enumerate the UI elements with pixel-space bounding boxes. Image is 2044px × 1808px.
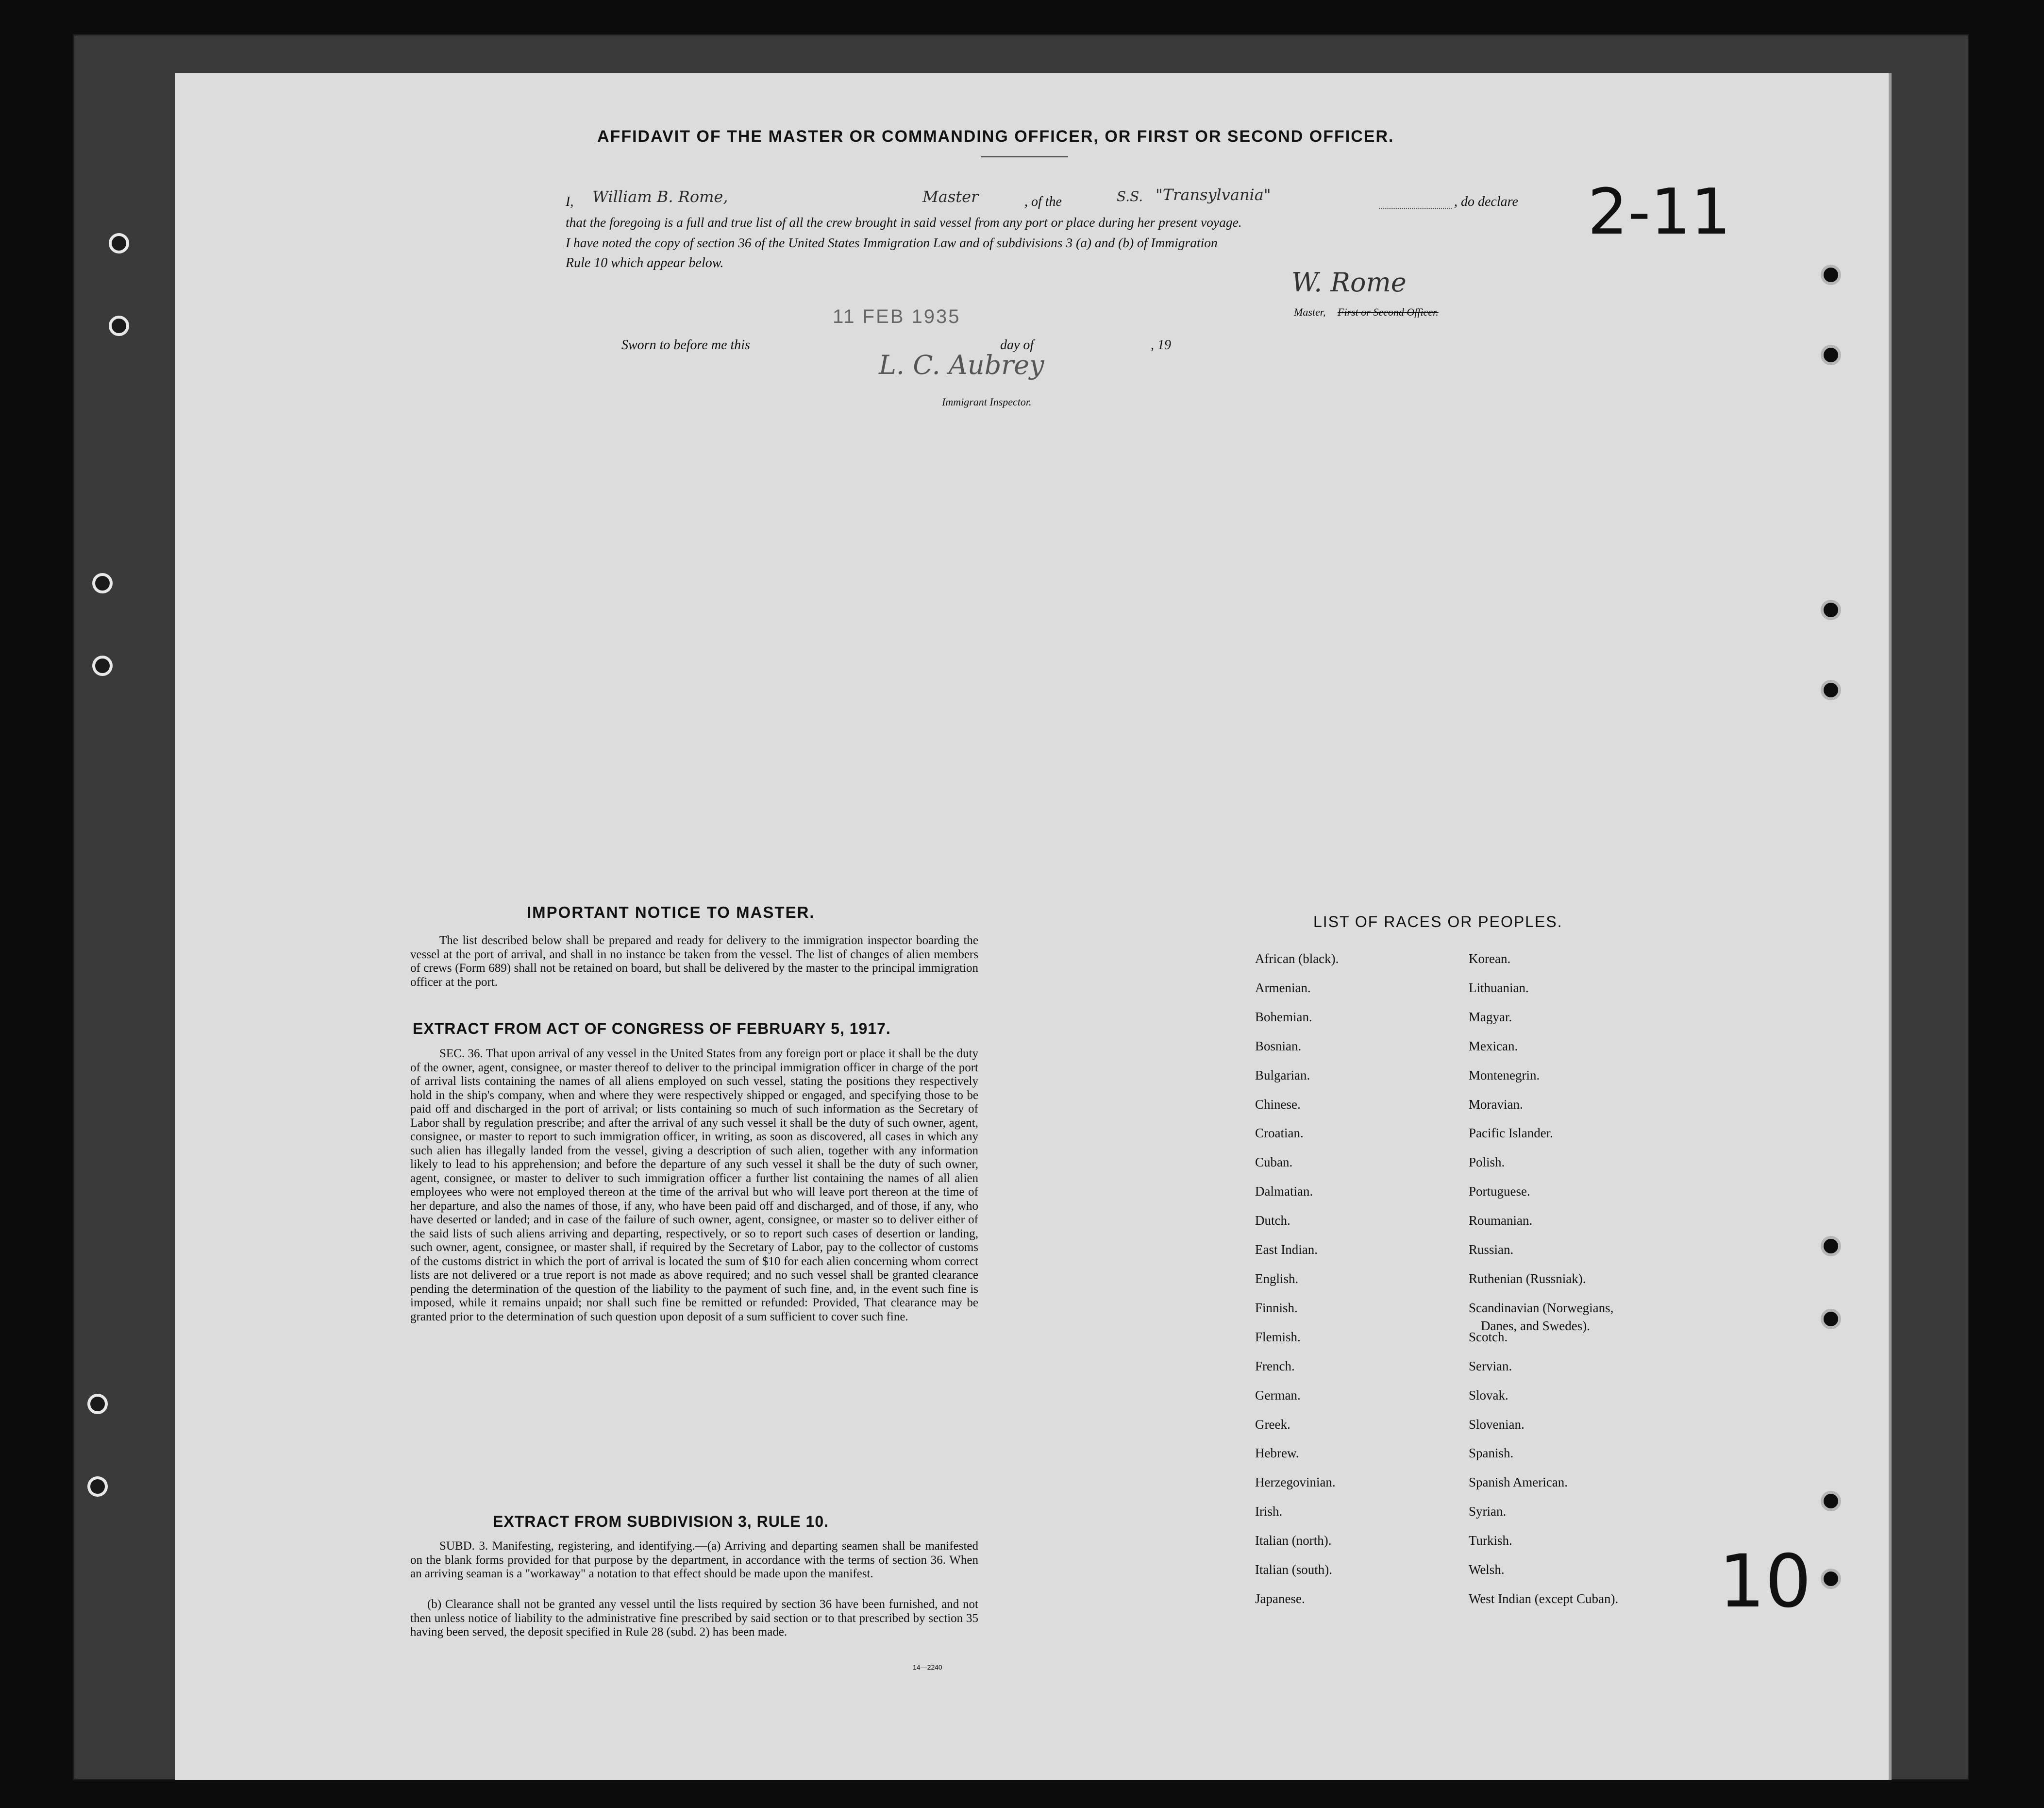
rank-value: Master	[922, 187, 979, 206]
extract-act-title: EXTRACT FROM ACT OF CONGRESS OF FEBRUARY 5, 1917.	[413, 1020, 891, 1037]
affidavit-title: AFFIDAVIT OF THE MASTER OR COMMANDING OFFICER, OR FIRST OR SECOND OFFICER.	[597, 127, 1394, 146]
race-item: Chinese.	[1255, 1097, 1301, 1112]
notice-body: The list described below shall be prepared and ready for delivery to the immigration inspector boarding the vessel at the port of arrival, and shall in no instance be taken from the vessel. The list of changes of alien members of crews (Form 689) shall not be retained on board, but shall be delivered by the master to the principal immigration officer at the port.	[410, 934, 978, 989]
race-item: Croatian.	[1255, 1126, 1304, 1141]
affidavit-line-2: that the foregoing is a full and true list of all the crew brought in said vessel from any port or place during her present voyage.	[566, 215, 1242, 230]
of-the-text: , of the	[1024, 194, 1062, 209]
race-item: Scotch.	[1469, 1329, 1508, 1344]
race-item: Bulgarian.	[1255, 1067, 1310, 1082]
punch-hole	[1821, 1309, 1841, 1329]
year-prefix: , 19	[1151, 338, 1171, 353]
race-item: Ruthenian (Russniak).	[1469, 1271, 1586, 1286]
race-item: Portuguese.	[1469, 1184, 1530, 1199]
race-item: Flemish.	[1255, 1329, 1301, 1344]
races-column-2	[1469, 945, 1618, 1614]
extract-act-body: SEC. 36. That upon arrival of any vessel in the United States from any foreign port or place it shall be the duty of the owner, agent, consignee, or master thereof to deliver to the principal immigration officer in charge of the port of arrival lists containing the names of all aliens employed on such vessel, stating the positions they respectively hold in the ship's company, when and where they were respectively shipped or engaged, and specifying those to be paid off and discharged in the port of arrival; or lists containing so much of such information as the Secretary of Labor shall by regulation prescribe; and after the arrival of any such vessel it shall be the duty of such owner, agent, consignee, or master to report to such immigration officer, in writing, as soon as discovered, all cases in which any such alien has illegally landed from the vessel, giving a description of such alien, together with any information likely to lead to his apprehension; and before the departure of any such vessel it shall be the duty of such owner, agent, consignee, or master to deliver to such immigration officer a further list containing the names of all alien employees who were not employed thereon at the time of the arrival but who will leave port thereon at the time of her departure, and also the names of those, if any, who have been paid off and discharged, and of those, if any, who have deserted or landed; and in case of the failure of such owner, agent, consignee, or master so to deliver either of the said lists of such aliens arriving and departing, respectively, or so to report such cases of desertion or landing, such owner, agent, consignee, or master shall, if required by the Secretary of Labor, pay to the collector of customs of the customs district in which the port of arrival is located the sum of $10 for each alien concerning whom correct lists are not delivered or a true report is not made as above required; and no such vessel shall be granted clearance pending the determination of the question of the liability to the payment of such fine, and, in the event such fine is imposed, while it remains unpaid; nor shall such fine be remitted or refunded: Provided, That clearance may be granted prior to the determination of such question upon deposit of a sum sufficient to cover such fine.	[410, 1047, 978, 1323]
punch-hole	[1821, 265, 1841, 285]
date-stamp: 11 FEB 1935	[833, 306, 961, 327]
punch-hole	[87, 1394, 108, 1414]
race-item: Magyar.	[1469, 1009, 1512, 1024]
notice-title: IMPORTANT NOTICE TO MASTER.	[527, 903, 815, 921]
race-item: Cuban.	[1255, 1155, 1293, 1170]
races-title: LIST OF RACES OR PEOPLES.	[1313, 913, 1563, 930]
declaration-prefix: I,	[566, 194, 574, 209]
race-item: Slovenian.	[1469, 1417, 1525, 1432]
vessel-name: "Transylvania"	[1156, 186, 1271, 204]
race-item: French.	[1255, 1358, 1295, 1373]
form-sheet	[175, 73, 1892, 1780]
race-item: Irish.	[1255, 1504, 1283, 1519]
affidavit-line-4: Rule 10 which appear below.	[566, 255, 724, 270]
race-item: Pacific Islander.	[1469, 1126, 1553, 1141]
race-item: Moravian.	[1469, 1097, 1523, 1112]
punch-hole	[1821, 600, 1841, 620]
punch-hole	[87, 1476, 108, 1497]
race-item: Russian.	[1469, 1242, 1514, 1257]
race-item: Finnish.	[1255, 1300, 1298, 1315]
race-item: Greek.	[1255, 1417, 1290, 1432]
race-item: Herzegovinian.	[1255, 1475, 1336, 1490]
signature-caption-struck: First or Second Officer.	[1338, 306, 1439, 318]
punch-hole	[92, 573, 113, 593]
race-item: West Indian (except Cuban).	[1469, 1591, 1619, 1606]
do-declare: , do declare	[1454, 194, 1518, 209]
sworn-text: Sworn to before me this	[621, 338, 750, 353]
master-signature: W. Rome	[1291, 267, 1407, 298]
punch-hole	[1821, 1569, 1841, 1589]
extract-rule-title: EXTRACT FROM SUBDIVISION 3, RULE 10.	[493, 1513, 829, 1530]
race-item: Dutch.	[1255, 1213, 1290, 1228]
race-item: Servian.	[1469, 1358, 1512, 1373]
race-item: Spanish American.	[1469, 1475, 1568, 1490]
race-item: Syrian.	[1469, 1504, 1507, 1519]
vessel-prefix: S.S.	[1117, 188, 1143, 204]
race-item: English.	[1255, 1271, 1299, 1286]
race-item: Korean.	[1469, 951, 1511, 966]
race-item: Armenian.	[1255, 980, 1311, 995]
race-item: Bohemian.	[1255, 1009, 1312, 1024]
day-of-text: day of	[1000, 338, 1034, 353]
punch-hole	[109, 233, 129, 253]
form-number: 14—2240	[913, 1663, 942, 1671]
race-item: Dalmatian.	[1255, 1184, 1313, 1199]
extract-rule-para-b: (b) Clearance shall not be granted any vessel until the lists required by section 36 have been furnished, and not then unless notice of liability to the administrative fine prescribed by said section or to that prescribed by section 35 having been served, the deposit specified in Rule 28 (subd. 2) has been made.	[410, 1598, 978, 1639]
race-item: Spanish.	[1469, 1446, 1514, 1461]
race-item: Montenegrin.	[1469, 1067, 1540, 1082]
punch-hole	[1821, 345, 1841, 365]
race-item: Italian (south).	[1255, 1562, 1332, 1577]
master-name: William B. Rome,	[592, 187, 728, 206]
race-item: Bosnian.	[1255, 1038, 1302, 1053]
handwritten-number-top: 2-11	[1588, 175, 1731, 249]
race-item: Roumanian.	[1469, 1213, 1533, 1228]
race-item: East Indian.	[1255, 1242, 1318, 1257]
race-item: Turkish.	[1469, 1533, 1512, 1548]
race-item: Mexican.	[1469, 1038, 1518, 1053]
race-item: Scandinavian (Norwegians,	[1469, 1300, 1614, 1315]
race-item: German.	[1255, 1387, 1301, 1402]
punch-hole	[92, 656, 113, 676]
inspector-caption: Immigrant Inspector.	[942, 396, 1032, 408]
races-column-1	[1255, 945, 1339, 1614]
race-item: Polish.	[1469, 1155, 1505, 1170]
affidavit-line-3: I have noted the copy of section 36 of the United States Immigration Law and of subdivisions 3 (a) and (b) of Immigration	[566, 235, 1218, 250]
title-rule	[981, 156, 1068, 157]
race-item: African (black).	[1255, 951, 1339, 966]
race-item: Hebrew.	[1255, 1446, 1299, 1461]
punch-hole	[1821, 680, 1841, 700]
signature-caption-master: Master,	[1294, 306, 1326, 318]
race-item: Japanese.	[1255, 1591, 1305, 1606]
race-item: Italian (north).	[1255, 1533, 1332, 1548]
inspector-signature: L. C. Aubrey	[879, 350, 1044, 380]
race-item-continuation: Danes, and Swedes).	[1481, 1318, 1590, 1333]
punch-hole	[1821, 1491, 1841, 1511]
race-item: Slovak.	[1469, 1387, 1508, 1402]
punch-hole	[109, 316, 129, 336]
handwritten-number-bottom: 10	[1719, 1539, 1811, 1624]
punch-hole	[1821, 1236, 1841, 1256]
blank-line	[1379, 208, 1452, 209]
extract-rule-para-a: SUBD. 3. Manifesting, registering, and identifying.—(a) Arriving and departing seamen shall be manifested on the blank forms provided for that purpose by the department, in accordance with the terms of section 36. When an arriving seaman is a "workaway" a notation to that effect should be made upon the manifest.	[410, 1539, 978, 1580]
race-item: Lithuanian.	[1469, 980, 1529, 995]
race-item: Welsh.	[1469, 1562, 1505, 1577]
